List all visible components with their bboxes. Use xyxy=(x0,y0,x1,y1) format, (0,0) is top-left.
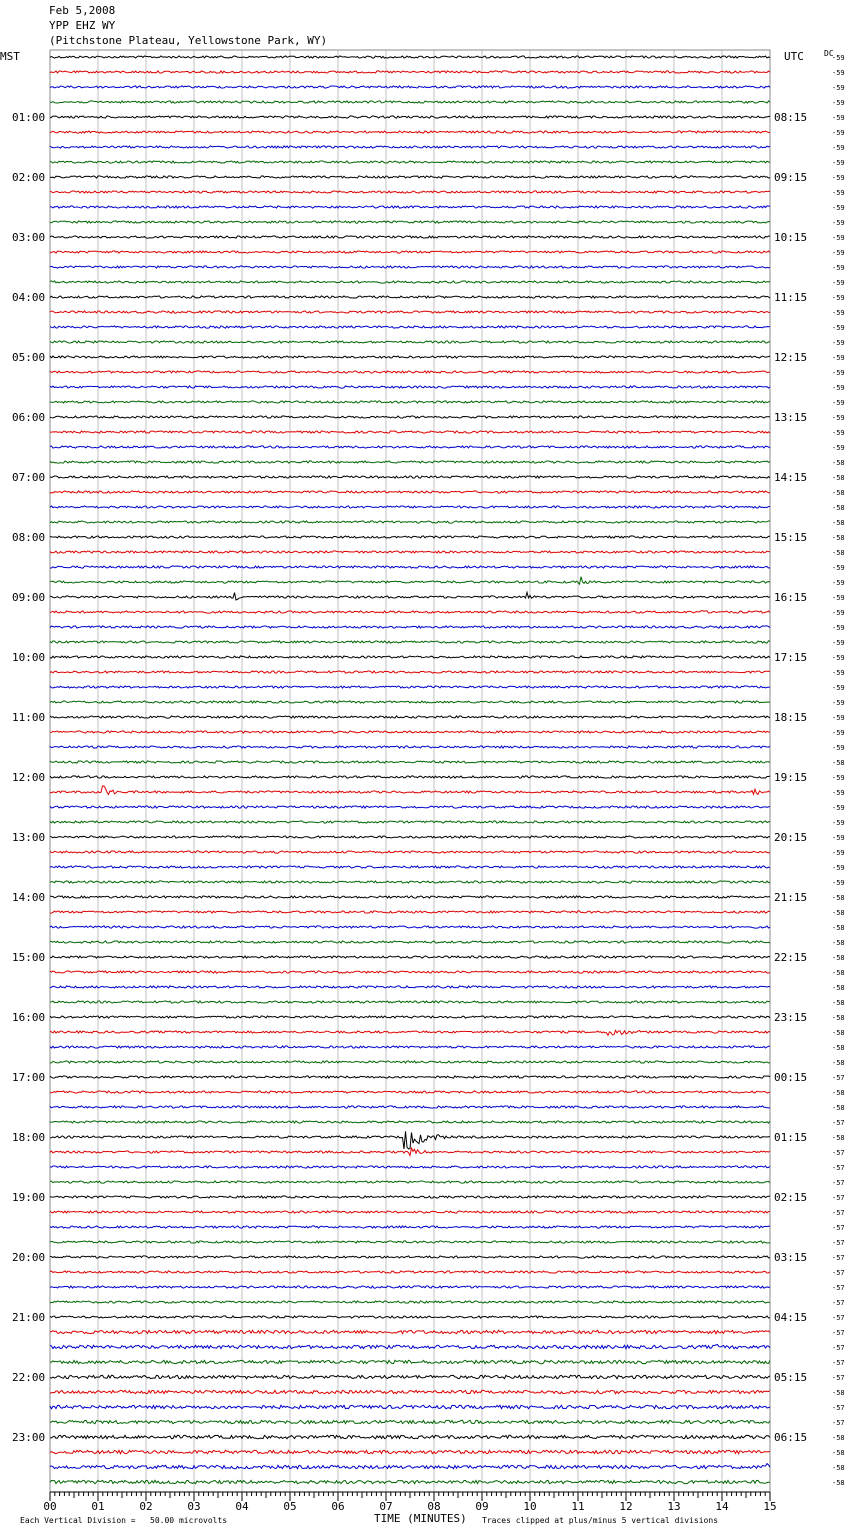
dc-offset-label: -59 xyxy=(832,819,845,827)
trace-line xyxy=(50,1226,770,1228)
utc-hour-label: 10:15 xyxy=(774,231,808,244)
dc-offset-label: -58 xyxy=(832,549,845,557)
x-tick-label: 14 xyxy=(715,1500,729,1513)
dc-offset-label: -57 xyxy=(832,1179,845,1187)
station-location: (Pitchstone Plateau, Yellowstone Park, WY) xyxy=(49,34,328,47)
trace-line xyxy=(50,641,770,643)
utc-hour-label: 01:15 xyxy=(774,1131,808,1144)
dc-offset-label: -58 xyxy=(832,1449,845,1457)
trace-line xyxy=(50,716,770,718)
trace-line xyxy=(50,1076,770,1078)
x-tick-label: 09 xyxy=(475,1500,489,1513)
trace-line xyxy=(50,401,770,403)
trace-line xyxy=(50,577,770,585)
mst-hour-label: 10:00 xyxy=(12,651,46,664)
dc-offset-label: -59 xyxy=(832,294,845,302)
utc-hour-label: 14:15 xyxy=(774,471,808,484)
trace-line xyxy=(50,1345,770,1349)
trace-line xyxy=(50,611,770,614)
dc-offset-label: -59 xyxy=(832,654,845,662)
dc-offset-label: -59 xyxy=(832,189,845,197)
scale-note: Each Vertical Division = 50.00 microvolts xyxy=(20,1516,228,1525)
trace-line xyxy=(50,1091,770,1093)
dc-offset-label: -59 xyxy=(832,729,845,737)
mst-hour-label: 05:00 xyxy=(12,351,46,364)
dc-offset-label: -59 xyxy=(832,54,845,62)
dc-offset-label: -57 xyxy=(832,1269,845,1277)
dc-offset-label: -59 xyxy=(832,129,845,137)
dc-offset-label: -59 xyxy=(832,279,845,287)
trace-line xyxy=(50,1286,770,1288)
dc-offset-label: -59 xyxy=(832,324,845,332)
dc-offset-label: -58 xyxy=(832,954,845,962)
trace-line xyxy=(50,266,770,268)
x-axis-title: TIME (MINUTES) xyxy=(374,1512,467,1525)
trace-line xyxy=(50,221,770,223)
trace-line xyxy=(50,926,770,928)
trace-line xyxy=(50,1121,770,1123)
trace-line xyxy=(50,866,770,868)
dc-offset-label: -59 xyxy=(832,834,845,842)
trace-line xyxy=(50,296,770,298)
dc-offset-label: -57 xyxy=(832,1209,845,1217)
trace-line xyxy=(50,1046,770,1048)
trace-line xyxy=(50,701,770,703)
utc-label: UTC xyxy=(784,50,804,63)
utc-hour-label: 08:15 xyxy=(774,111,808,124)
dc-offset-label: -57 xyxy=(832,1224,845,1232)
trace-line xyxy=(50,592,770,600)
trace-line xyxy=(50,506,770,508)
trace-line xyxy=(50,776,770,778)
dc-offset-label: -59 xyxy=(832,864,845,872)
utc-hour-label: 17:15 xyxy=(774,651,808,664)
trace-line xyxy=(50,56,770,58)
trace-line xyxy=(50,1316,770,1318)
utc-hour-label: 02:15 xyxy=(774,1191,808,1204)
x-tick-label: 03 xyxy=(187,1500,201,1513)
dc-offset-label: -59 xyxy=(832,99,845,107)
dc-offset-label: -59 xyxy=(832,159,845,167)
trace-line xyxy=(50,1030,770,1035)
dc-offset-label: -59 xyxy=(832,594,845,602)
trace-line xyxy=(50,836,770,838)
dc-offset-label: -59 xyxy=(832,354,845,362)
trace-line xyxy=(50,941,770,943)
utc-hour-label: 19:15 xyxy=(774,771,808,784)
trace-line xyxy=(50,1301,770,1303)
trace-line xyxy=(50,431,770,433)
utc-hour-label: 04:15 xyxy=(774,1311,808,1324)
dc-offset-label: -59 xyxy=(832,249,845,257)
trace-line xyxy=(50,326,770,328)
dc-offset-label: -59 xyxy=(832,429,845,437)
trace-line xyxy=(50,416,770,418)
trace-line xyxy=(50,476,770,478)
dc-offset-label: -59 xyxy=(832,264,845,272)
dc-offset-label: -59 xyxy=(832,774,845,782)
trace-line xyxy=(50,671,770,673)
dc-offset-label: -59 xyxy=(832,699,845,707)
trace-line xyxy=(50,311,770,313)
dc-offset-label: -57 xyxy=(832,1284,845,1292)
trace-line xyxy=(50,851,770,853)
trace-line xyxy=(50,206,770,208)
mst-hour-label: 01:00 xyxy=(12,111,46,124)
utc-hour-label: 15:15 xyxy=(774,531,808,544)
mst-hour-label: 21:00 xyxy=(12,1311,46,1324)
trace-line xyxy=(50,1148,770,1155)
dc-offset-label: -57 xyxy=(832,1239,845,1247)
x-tick-label: 15 xyxy=(763,1500,777,1513)
trace-line xyxy=(50,161,770,163)
mst-hour-label: 06:00 xyxy=(12,411,46,424)
dc-offset-label: -59 xyxy=(832,714,845,722)
trace-line xyxy=(50,821,770,823)
trace-line xyxy=(50,566,770,568)
trace-line xyxy=(50,131,770,133)
dc-offset-label: -58 xyxy=(832,504,845,512)
utc-hour-labels xyxy=(774,111,807,1444)
dc-offset-label: -59 xyxy=(832,684,845,692)
dc-offset-label: -57 xyxy=(832,1164,845,1172)
trace-line xyxy=(50,1106,770,1108)
trace-line xyxy=(50,1016,770,1018)
dc-offset-label: -57 xyxy=(832,1119,845,1127)
trace-line xyxy=(50,1131,770,1149)
utc-hour-label: 03:15 xyxy=(774,1251,808,1264)
mst-hour-label: 22:00 xyxy=(12,1371,46,1384)
dc-offset-label: -57 xyxy=(832,1419,845,1427)
dc-offset-label: -58 xyxy=(832,1464,845,1472)
dc-offset-label: -58 xyxy=(832,1434,845,1442)
mst-hour-label: 14:00 xyxy=(12,891,46,904)
trace-line xyxy=(50,86,770,88)
utc-hour-label: 18:15 xyxy=(774,711,808,724)
dc-offset-label: -59 xyxy=(832,399,845,407)
trace-line xyxy=(50,176,770,178)
x-tick-label: 11 xyxy=(571,1500,585,1513)
mst-hour-label: 16:00 xyxy=(12,1011,46,1024)
trace-line xyxy=(50,1256,770,1258)
utc-hour-label: 12:15 xyxy=(774,351,808,364)
dc-offset-label: -58 xyxy=(832,1059,845,1067)
mst-hour-label: 08:00 xyxy=(12,531,46,544)
dc-offset-label: -59 xyxy=(832,384,845,392)
trace-line xyxy=(50,551,770,553)
trace-line xyxy=(50,971,770,973)
mst-hour-label: 18:00 xyxy=(12,1131,46,1144)
trace-line xyxy=(50,986,770,988)
trace-line xyxy=(50,1435,770,1438)
dc-offset-label: -59 xyxy=(832,639,845,647)
x-tick-label: 08 xyxy=(427,1500,441,1513)
dc-offset-label: -59 xyxy=(832,414,845,422)
dc-offset-label: -59 xyxy=(832,564,845,572)
dc-offset-label: -58 xyxy=(832,924,845,932)
mst-hour-label: 19:00 xyxy=(12,1191,46,1204)
trace-line xyxy=(50,1375,770,1378)
trace-line xyxy=(50,1360,770,1363)
dc-offset-label: -57 xyxy=(832,1329,845,1337)
mst-hour-label: 11:00 xyxy=(12,711,46,724)
dc-offset-label: -59 xyxy=(832,879,845,887)
x-axis xyxy=(43,1492,776,1513)
trace-line xyxy=(50,491,770,493)
dc-offset-label: -59 xyxy=(832,204,845,212)
dc-offset-label: -58 xyxy=(832,1389,845,1397)
mst-label: MST xyxy=(0,50,20,63)
x-tick-label: 10 xyxy=(523,1500,537,1513)
trace-line xyxy=(50,281,770,283)
dc-offset-label: -59 xyxy=(832,624,845,632)
trace-line xyxy=(50,146,770,148)
dc-offset-label: -57 xyxy=(832,1359,845,1367)
mst-hour-label: 17:00 xyxy=(12,1071,46,1084)
trace-line xyxy=(50,101,770,103)
dc-offset-label: -58 xyxy=(832,1044,845,1052)
chart-date: Feb 5,2008 xyxy=(49,4,116,17)
dc-offset-label: -58 xyxy=(832,1134,845,1142)
trace-line xyxy=(50,761,770,763)
trace-line xyxy=(50,1271,770,1273)
trace-line xyxy=(50,911,770,913)
dc-offset-label: -59 xyxy=(832,849,845,857)
x-tick-label: 06 xyxy=(331,1500,345,1513)
trace-line xyxy=(50,191,770,193)
dc-offset-labels xyxy=(832,54,845,1487)
utc-hour-label: 20:15 xyxy=(774,831,808,844)
trace-line xyxy=(50,656,770,658)
dc-offset-label: -59 xyxy=(832,669,845,677)
mst-hour-label: 09:00 xyxy=(12,591,46,604)
dc-offset-label: -59 xyxy=(832,744,845,752)
trace-line xyxy=(50,1196,770,1198)
utc-hour-label: 09:15 xyxy=(774,171,808,184)
trace-line xyxy=(50,1390,770,1393)
trace-line xyxy=(50,341,770,343)
trace-line xyxy=(50,251,770,253)
dc-offset-label: -58 xyxy=(832,909,845,917)
dc-offset-label: -58 xyxy=(832,759,845,767)
dc-offset-label: -57 xyxy=(832,1194,845,1202)
dc-offset-label: -57 xyxy=(832,1149,845,1157)
trace-line xyxy=(50,1420,770,1423)
trace-line xyxy=(50,746,770,748)
mst-hour-label: 15:00 xyxy=(12,951,46,964)
dc-offset-label: -57 xyxy=(832,1314,845,1322)
dc-offset-label: -58 xyxy=(832,459,845,467)
trace-line xyxy=(50,386,770,388)
utc-hour-label: 13:15 xyxy=(774,411,808,424)
trace-line xyxy=(50,956,770,958)
clip-note: Traces clipped at plus/minus 5 vertical divisions xyxy=(482,1516,719,1525)
trace-line xyxy=(50,686,770,688)
x-tick-label: 02 xyxy=(139,1500,153,1513)
dc-offset-label: -59 xyxy=(832,234,845,242)
dc-offset-label: -58 xyxy=(832,1089,845,1097)
dc-offset-label: -57 xyxy=(832,1299,845,1307)
trace-line xyxy=(50,1241,770,1243)
utc-hour-label: 16:15 xyxy=(774,591,808,604)
dc-offset-label: -58 xyxy=(832,999,845,1007)
utc-hour-label: 21:15 xyxy=(774,891,808,904)
station-code: YPP EHZ WY xyxy=(49,19,116,32)
trace-line xyxy=(50,1450,770,1453)
trace-line xyxy=(50,881,770,883)
dc-offset-label: -59 xyxy=(832,174,845,182)
x-tick-label: 04 xyxy=(235,1500,249,1513)
x-tick-label: 01 xyxy=(91,1500,105,1513)
dc-offset-label: -59 xyxy=(832,444,845,452)
dc-offset-label: -59 xyxy=(832,69,845,77)
mst-hour-label: 20:00 xyxy=(12,1251,46,1264)
utc-hour-label: 22:15 xyxy=(774,951,808,964)
trace-line xyxy=(50,446,770,448)
x-tick-label: 13 xyxy=(667,1500,681,1513)
utc-hour-label: 23:15 xyxy=(774,1011,808,1024)
dc-offset-label: -57 xyxy=(832,1404,845,1412)
utc-hour-label: 11:15 xyxy=(774,291,808,304)
x-tick-label: 12 xyxy=(619,1500,633,1513)
trace-line xyxy=(50,1211,770,1213)
trace-line xyxy=(50,236,770,238)
trace-line xyxy=(50,1166,770,1168)
x-tick-label: 00 xyxy=(43,1500,57,1513)
mst-hour-labels xyxy=(12,111,45,1444)
trace-line xyxy=(50,626,770,628)
trace-line xyxy=(50,116,770,118)
dc-offset-label: -59 xyxy=(832,789,845,797)
trace-line xyxy=(50,896,770,898)
trace-line xyxy=(50,1480,770,1483)
dc-offset-label: -58 xyxy=(832,894,845,902)
mst-hour-label: 02:00 xyxy=(12,171,46,184)
trace-line xyxy=(50,1061,770,1063)
x-tick-label: 07 xyxy=(379,1500,393,1513)
seismic-traces xyxy=(50,56,770,1484)
trace-line xyxy=(50,521,770,523)
dc-offset-label: -58 xyxy=(832,1014,845,1022)
dc-offset-label: -59 xyxy=(832,219,845,227)
dc-offset-label: -58 xyxy=(832,519,845,527)
dc-offset-label: -59 xyxy=(832,804,845,812)
dc-offset-label: -58 xyxy=(832,489,845,497)
dc-offset-label: -57 xyxy=(832,1374,845,1382)
trace-line xyxy=(50,356,770,358)
dc-offset-label: -58 xyxy=(832,1104,845,1112)
dc-offset-label: -58 xyxy=(832,969,845,977)
dc-offset-label: -59 xyxy=(832,144,845,152)
mst-hour-label: 04:00 xyxy=(12,291,46,304)
mst-hour-label: 23:00 xyxy=(12,1431,46,1444)
trace-line xyxy=(50,536,770,538)
dc-offset-label: -59 xyxy=(832,84,845,92)
dc-offset-label: -59 xyxy=(832,609,845,617)
dc-offset-label: -59 xyxy=(832,309,845,317)
trace-line xyxy=(50,461,770,463)
trace-line xyxy=(50,371,770,373)
mst-hour-label: 03:00 xyxy=(12,231,46,244)
dc-offset-label: -59 xyxy=(832,339,845,347)
dc-offset-label: -58 xyxy=(832,1479,845,1487)
utc-hour-label: 06:15 xyxy=(774,1431,808,1444)
trace-line xyxy=(50,71,770,73)
utc-hour-label: 00:15 xyxy=(774,1071,808,1084)
trace-line xyxy=(50,731,770,733)
trace-line xyxy=(50,1330,770,1333)
trace-line xyxy=(50,1001,770,1003)
dc-label: DC xyxy=(824,49,834,58)
dc-offset-label: -58 xyxy=(832,1029,845,1037)
trace-line xyxy=(50,806,770,808)
dc-offset-label: -58 xyxy=(832,534,845,542)
dc-offset-label: -57 xyxy=(832,1074,845,1082)
dc-offset-label: -58 xyxy=(832,474,845,482)
trace-line xyxy=(50,1464,770,1469)
dc-offset-label: -57 xyxy=(832,1254,845,1262)
dc-offset-label: -59 xyxy=(832,579,845,587)
trace-line xyxy=(50,1181,770,1183)
x-tick-label: 05 xyxy=(283,1500,297,1513)
mst-hour-label: 13:00 xyxy=(12,831,46,844)
mst-hour-label: 07:00 xyxy=(12,471,46,484)
trace-line xyxy=(50,786,770,795)
dc-offset-label: -58 xyxy=(832,984,845,992)
utc-hour-label: 05:15 xyxy=(774,1371,808,1384)
dc-offset-label: -59 xyxy=(832,114,845,122)
trace-line xyxy=(50,1405,770,1408)
dc-offset-label: -59 xyxy=(832,369,845,377)
dc-offset-label: -57 xyxy=(832,1344,845,1352)
dc-offset-label: -58 xyxy=(832,939,845,947)
mst-hour-label: 12:00 xyxy=(12,771,46,784)
